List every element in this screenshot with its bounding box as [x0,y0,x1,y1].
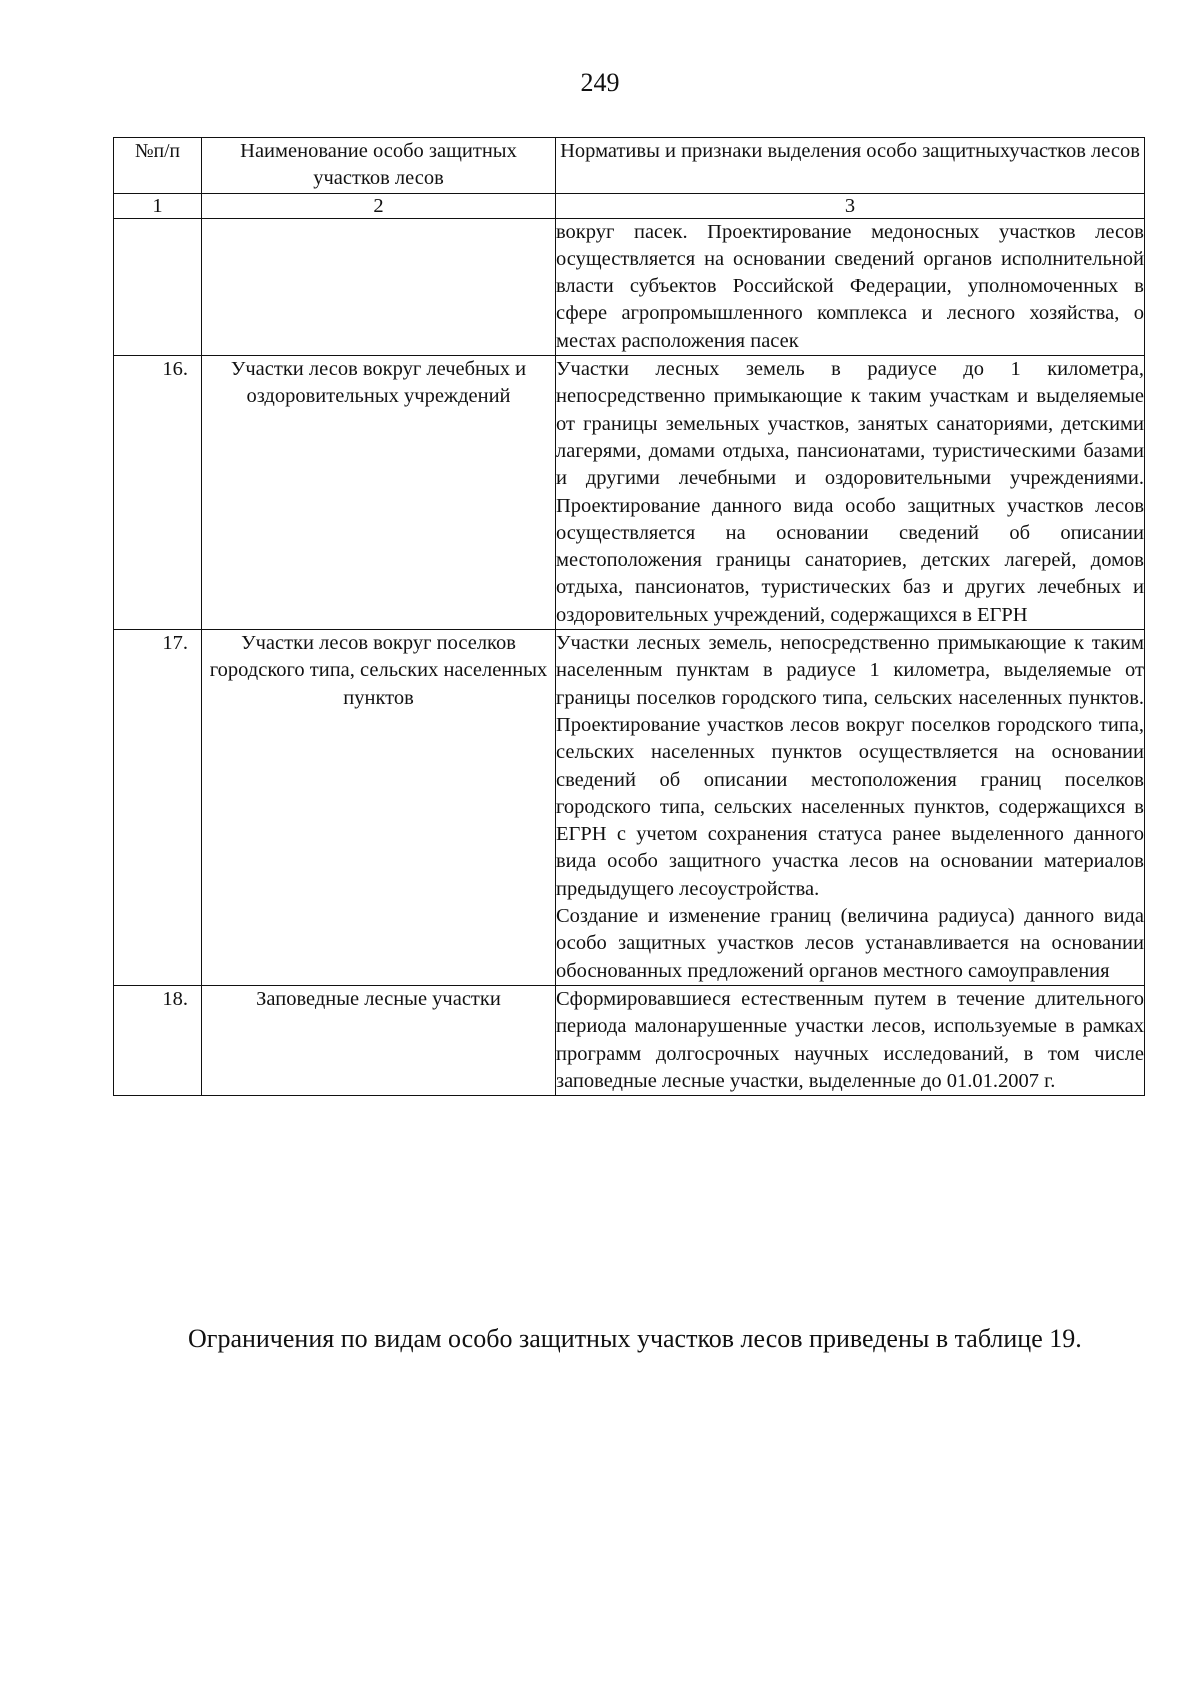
forest-areas-table [113,137,1145,1096]
criteria-paragraph: Создание и изменение границ (величина радиуса) данного вида особо защитных участков лесов устанавливается на основании обоснованных предложений органов местного самоуправления [556,905,1144,982]
table-row [114,985,1145,1095]
column-number-row [114,193,1145,218]
row-name: Участки лесов вокруг лечебных и оздоровительных учреждений [202,356,556,630]
row-criteria [556,985,1145,1095]
criteria-paragraph: Участки лесных земель в радиусе до 1 километра, непосредственно примыкающие к таким участкам и выделяемые от границы земельных участков, занятых санаториями, детскими лагерями, домами отдыха, пансионатами, туристическими базами и другими лечебными и оздоровительными учреждениями. Проектирование данного вида особо защитных участков лесов осуществляется на основании сведений об описании местоположения границы санаториев, детских лагерей, домов отдыха, пансионатов, туристических баз и других лечебных и оздоровительных учреждений, содержащихся в ЕГРН [556,358,1144,626]
row-criteria [556,218,1145,355]
table-row [114,356,1145,630]
row-criteria [556,356,1145,630]
column-number: 3 [556,193,1145,218]
column-number: 1 [114,193,202,218]
header-number: №п/п [114,138,202,194]
row-criteria [556,630,1145,986]
row-number: 18. [114,985,202,1095]
column-number: 2 [202,193,556,218]
row-number [114,218,202,355]
criteria-paragraph: вокруг пасек. Проектирование медоносных участков лесов осуществляется на основании сведений органов исполнительной власти субъектов Российской Федерации, уполномоченных в сфере агропромышленного комплекса и лесного хозяйства, о местах расположения пасек [556,220,1144,352]
row-number: 17. [114,630,202,986]
table-row [114,630,1145,986]
table-header-row [114,138,1145,194]
header-criteria: Нормативы и признаки выделения особо защитныхучастков лесов [556,138,1145,194]
closing-paragraph: Ограничения по видам особо защитных участков лесов приведены в таблице 19. [188,1324,1082,1353]
table-row [114,218,1145,355]
criteria-paragraph: Сформировавшиеся естественным путем в течение длительного периода малонарушенные участки лесов, используемые в рамках программ долгосрочных научных исследований, в том числе заповедные лесные участки, выделенные до 01.01.2007 г. [556,987,1144,1092]
row-name: Заповедные лесные участки [202,985,556,1095]
row-name [202,218,556,355]
header-name: Наименование особо защитных участков лесов [202,138,556,194]
page-number: 249 [580,68,620,97]
criteria-paragraph: Участки лесных земель, непосредственно примыкающие к таким населенным пунктам в радиусе 1 километра, выделяемые от границы поселков городского типа, сельских населенных пунктов. Проектирование участков лесов вокруг поселков городского типа, сельских населенных пунктов осуществляется на основании сведений об описании местоположения границ поселков городского типа, сельских населенных пунктов, содержащихся в ЕГРН с учетом сохранения статуса ранее выделенного данного вида особо защитного участка лесов на основании материалов предыдущего лесоустройства. [556,632,1144,900]
row-number: 16. [114,356,202,630]
row-name: Участки лесов вокруг поселков городского типа, сельских населенных пунктов [202,630,556,986]
